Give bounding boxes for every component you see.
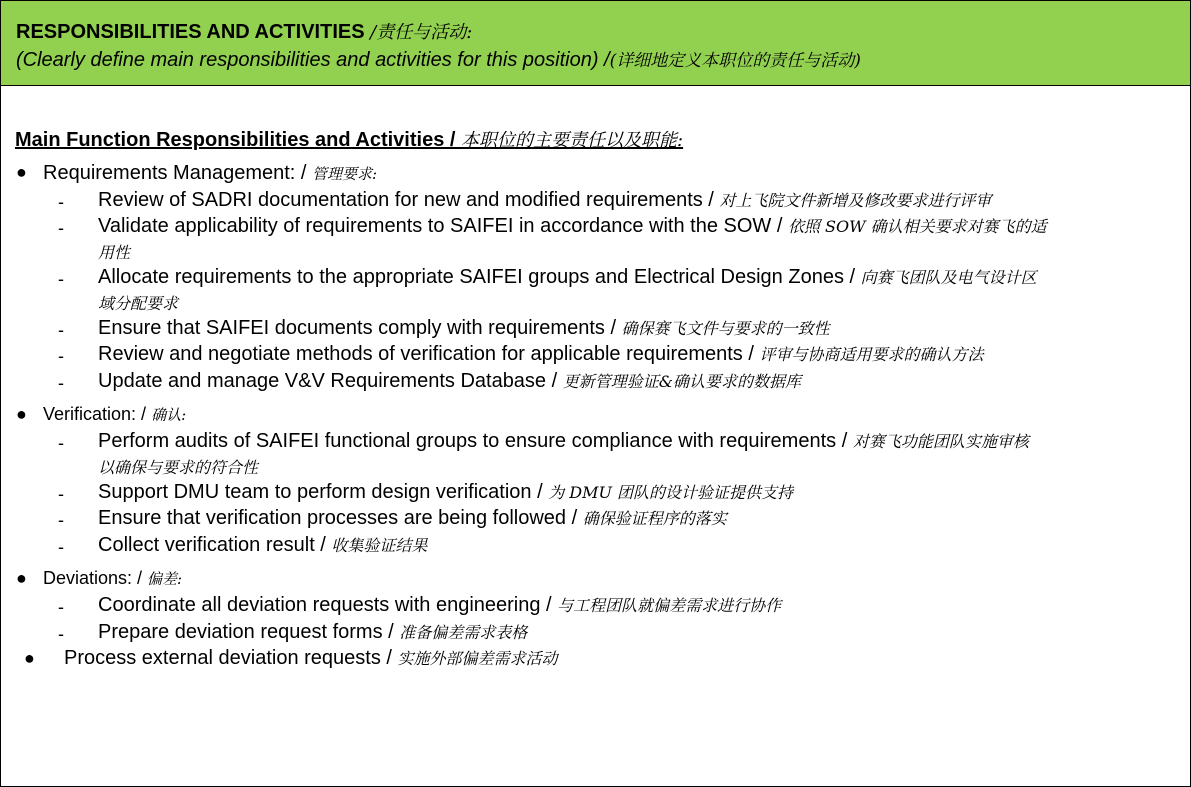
section-label bbox=[43, 162, 377, 185]
dash-icon: - bbox=[58, 484, 64, 504]
list-item bbox=[64, 646, 558, 670]
list-item bbox=[98, 369, 801, 393]
list-item-cn: 与工程团队就偏差需求进行协作 bbox=[557, 596, 782, 615]
list-item-en: Update and manage V&V Requirements Database / bbox=[98, 370, 563, 392]
list-item-en: Collect verification result / bbox=[98, 534, 332, 556]
dash-icon: - bbox=[58, 192, 64, 212]
list-item-continuation: 域分配要求 bbox=[98, 294, 179, 313]
header-title-en: RESPONSIBILITIES AND ACTIVITIES bbox=[16, 21, 365, 43]
list-item-en: Review of SADRI documentation for new and modified requirements / bbox=[98, 189, 720, 211]
section-label-en: Deviations: / bbox=[43, 568, 148, 588]
main-function-label: Main Function Responsibilities and Activities / bbox=[15, 129, 461, 151]
header-title-cn: /责任与活动: bbox=[370, 22, 473, 43]
list-item-continuation: 用性 bbox=[98, 243, 131, 262]
dash-icon: - bbox=[58, 624, 64, 644]
section-label bbox=[43, 568, 182, 589]
section-header bbox=[1, 1, 1190, 86]
main-function-label-cn: 本职位的主要责任以及职能: bbox=[461, 130, 684, 151]
section-label-cn: 管理要求: bbox=[312, 165, 378, 183]
list-item-cn: 确保验证程序的落实 bbox=[582, 509, 727, 528]
dash-icon: - bbox=[58, 346, 64, 366]
list-item bbox=[98, 188, 991, 212]
bullet-icon: ● bbox=[16, 162, 27, 182]
dash-icon: - bbox=[58, 320, 64, 340]
list-item-en: Ensure that SAIFEI documents comply with requirements / bbox=[98, 317, 622, 339]
dash-icon: - bbox=[58, 373, 64, 393]
list-item-cn: 向赛飞团队及电气设计区 bbox=[860, 268, 1037, 287]
list-item-continuation: 以确保与要求的符合性 bbox=[98, 458, 259, 477]
dash-icon: - bbox=[58, 269, 64, 289]
list-item bbox=[98, 265, 1037, 289]
list-item bbox=[98, 533, 427, 557]
list-item-cn: 对上飞院文件新增及修改要求进行评审 bbox=[719, 191, 992, 210]
header-subtitle-cn: (详细地定义本职位的责任与活动) bbox=[609, 51, 861, 71]
list-item bbox=[98, 316, 830, 340]
dash-icon: - bbox=[58, 537, 64, 557]
bullet-icon: ● bbox=[24, 648, 35, 668]
list-item-cn: 实施外部偏差需求活动 bbox=[397, 649, 558, 668]
header-subtitle bbox=[16, 46, 861, 72]
list-item-en: Process external deviation requests / bbox=[64, 647, 398, 669]
list-item-cn: 确保赛飞文件与要求的一致性 bbox=[621, 319, 830, 338]
bullet-icon: ● bbox=[16, 404, 27, 424]
section-label-cn: 确认: bbox=[151, 406, 187, 424]
section-label-cn: 偏差: bbox=[147, 570, 183, 588]
list-item-en: Allocate requirements to the appropriate SAIFEI groups and Electrical Design Zones / bbox=[98, 266, 861, 288]
bullet-icon: ● bbox=[16, 568, 27, 588]
list-item-cn: 准备偏差需求表格 bbox=[399, 623, 528, 642]
dash-icon: - bbox=[58, 597, 64, 617]
list-item-cn: 依照 SOW 确认相关要求对赛飞的适 bbox=[787, 217, 1047, 236]
section-label-en: Verification: / bbox=[43, 404, 152, 424]
list-item-cn: 为 DMU 团队的设计验证提供支持 bbox=[548, 483, 794, 502]
section-label bbox=[43, 404, 186, 425]
list-item bbox=[98, 506, 727, 530]
list-item-cn: 更新管理验证&确认要求的数据库 bbox=[562, 372, 801, 391]
list-item-en: Ensure that verification processes are being followed / bbox=[98, 507, 583, 529]
main-function-heading bbox=[15, 126, 683, 152]
dash-icon: - bbox=[58, 218, 64, 238]
dash-icon: - bbox=[58, 510, 64, 530]
header-title bbox=[16, 18, 472, 44]
list-item bbox=[98, 593, 781, 617]
list-item-en: Perform audits of SAIFEI functional groups to ensure compliance with requirements / bbox=[98, 430, 853, 452]
list-item bbox=[98, 620, 527, 644]
list-item-en: Support DMU team to perform design verification / bbox=[98, 481, 549, 503]
list-item bbox=[98, 480, 793, 504]
list-item bbox=[98, 342, 984, 366]
list-item-cn: 收集验证结果 bbox=[331, 536, 428, 555]
list-item-cn: 对赛飞功能团队实施审核 bbox=[852, 432, 1029, 451]
list-item-cn: 评审与协商适用要求的确认方法 bbox=[759, 345, 984, 364]
list-item-en: Validate applicability of requirements to SAIFEI in accordance with the SOW / bbox=[98, 215, 788, 237]
dash-icon: - bbox=[58, 433, 64, 453]
list-item-en: Prepare deviation request forms / bbox=[98, 621, 400, 643]
header-subtitle-en: (Clearly define main responsibilities and activities for this position) / bbox=[16, 49, 610, 71]
list-item-en: Review and negotiate methods of verification for applicable requirements / bbox=[98, 343, 760, 365]
list-item bbox=[98, 214, 1047, 238]
section-label-en: Requirements Management: / bbox=[43, 162, 313, 184]
list-item bbox=[98, 429, 1029, 453]
list-item-en: Coordinate all deviation requests with engineering / bbox=[98, 594, 558, 616]
